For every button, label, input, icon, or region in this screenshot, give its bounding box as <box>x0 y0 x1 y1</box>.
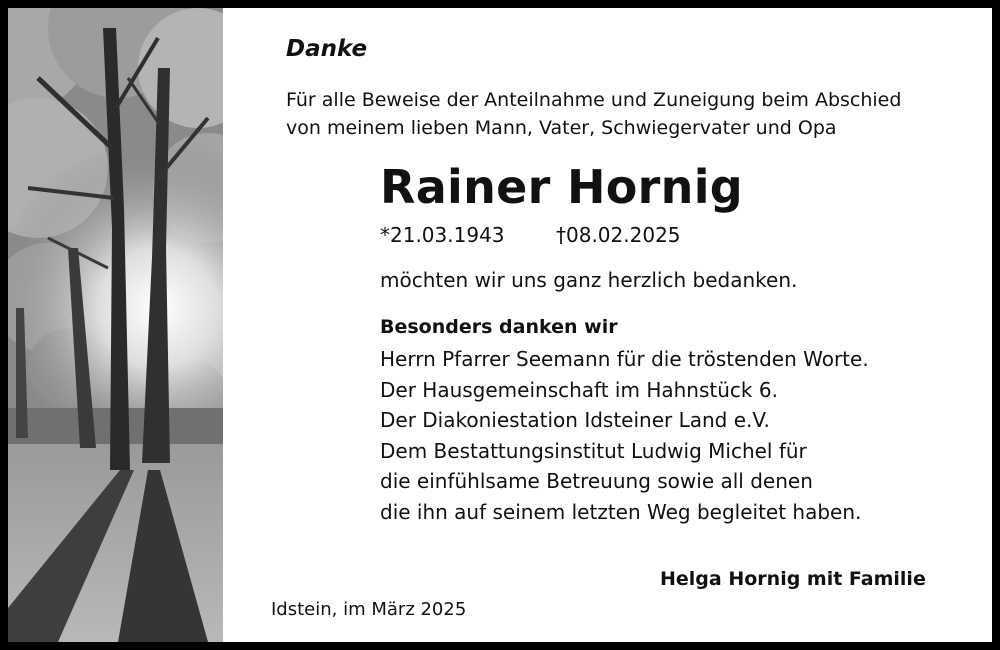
list-item: die ihn auf seinem letzten Weg begleitet haben. <box>380 499 862 524</box>
list-item: Der Hausgemeinschaft im Hahnstück 6. <box>380 377 778 402</box>
signature: Helga Hornig mit Familie <box>660 568 926 590</box>
deceased-name: Rainer Hornig <box>380 160 744 214</box>
place-date: Idstein, im März 2025 <box>271 599 467 620</box>
heading-danke: Danke <box>286 36 368 62</box>
list-item: Dem Bestattungsinstitut Ludwig Michel für <box>380 438 807 463</box>
list-item: die einfühlsame Betreuung sowie all denen <box>380 469 813 493</box>
special-thanks-list <box>380 344 869 527</box>
intro-line-1: Für alle Beweise der Anteilnahme und Zuneigung beim Abschied <box>286 89 902 111</box>
list-item: Der Diakoniestation Idsteiner Land e.V. <box>380 408 770 432</box>
intro-line-2: von meinem lieben Mann, Vater, Schwiegervater und Opa <box>286 117 837 139</box>
death-date: †08.02.2025 <box>556 223 681 247</box>
thanks-line: möchten wir uns ganz herzlich bedanken. <box>380 268 798 292</box>
list-item: Herrn Pfarrer Seemann für die tröstenden Worte. <box>380 347 869 371</box>
birth-date: *21.03.1943 <box>380 223 505 247</box>
special-thanks-heading: Besonders danken wir <box>380 316 618 338</box>
park-trees-photo <box>8 8 223 642</box>
